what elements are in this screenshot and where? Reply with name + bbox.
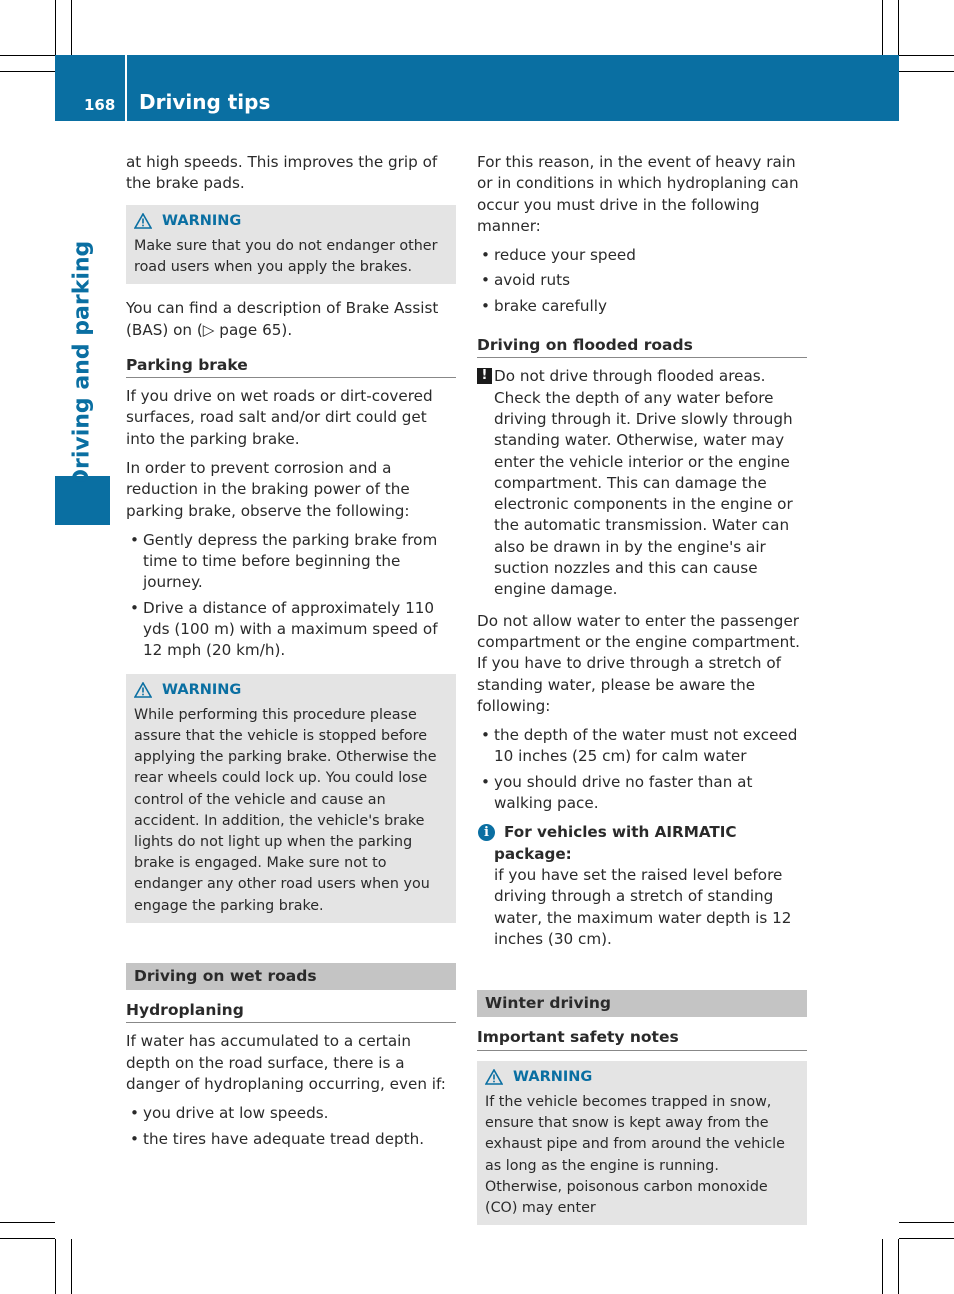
warning-box [477, 1061, 807, 1225]
crop-mark [898, 0, 899, 55]
warning-header [134, 211, 448, 232]
page-number: 168 [84, 96, 116, 114]
list-item: • brake carefully [477, 296, 807, 317]
info-bold-text: For vehicles with AIRMATIC package: [494, 823, 737, 863]
warning-triangle-icon [485, 1069, 503, 1085]
crop-mark [899, 1222, 954, 1223]
warning-triangle-icon [134, 682, 152, 698]
crop-mark [0, 1238, 55, 1239]
crop-mark [899, 71, 954, 72]
list-item: • you drive at low speeds. [126, 1103, 456, 1124]
warning-box [126, 674, 456, 923]
crop-mark [899, 55, 954, 56]
crop-mark [55, 1239, 56, 1294]
crop-mark [899, 1238, 954, 1239]
info-note [477, 822, 807, 950]
list-item: • you should drive no faster than at walking pace. [477, 772, 807, 815]
crop-mark [0, 55, 55, 56]
warning-label: WARNING [162, 212, 242, 229]
bullet-list [126, 1103, 456, 1150]
paragraph: In order to prevent corrosion and a reduction in the braking power of the parking brake, observe the following: [126, 458, 410, 520]
warning-text: If the vehicle becomes trapped in snow, ensure that snow is kept away from the exhaust pipe and from around the vehicle as long as the engine is running. Otherwise, poisonous carbon monoxide (CO) may enter [485, 1093, 785, 1216]
list-item: • Gently depress the parking brake from time to time before beginning the journey. [126, 530, 456, 594]
crop-mark [0, 71, 55, 72]
crop-mark [882, 0, 883, 55]
hydroplaning-heading: Hydroplaning [126, 1000, 456, 1023]
info-text: if you have set the raised level before driving through a stretch of standing water, the maximum water depth is 12 inches (30 cm). [494, 865, 792, 948]
paragraph: If you drive on wet roads or dirt-covered surfaces, road salt and/or dirt could get into the parking brake. [126, 387, 433, 448]
warning-label: WARNING [162, 681, 242, 698]
safety-notes-heading: Important safety notes [477, 1027, 807, 1050]
paragraph: If water has accumulated to a certain depth on the road surface, there is a danger of hydroplaning occurring, even if: [126, 1032, 446, 1094]
header-divider [125, 55, 127, 121]
warning-header [134, 680, 448, 701]
list-item: • Drive a distance of approximately 110 yds (100 m) with a maximum speed of 12 mph (20 km/h). [126, 598, 456, 662]
paragraph: For this reason, in the event of heavy rain or in conditions in which hydroplaning can occur you must drive in the following manner: [477, 153, 799, 235]
crop-mark [71, 1239, 72, 1294]
left-column [126, 152, 456, 1158]
parking-brake-heading: Parking brake [126, 355, 456, 378]
bullet-list [477, 725, 807, 814]
intro-text: at high speeds. This improves the grip of the brake pads. [126, 153, 438, 193]
crop-mark [898, 1239, 899, 1294]
warning-label: WARNING [513, 1068, 593, 1085]
warning-text: Make sure that you do not endanger other road users when you apply the brakes. [134, 237, 438, 275]
crop-mark [55, 0, 56, 55]
crop-mark [882, 1239, 883, 1294]
paragraph: Do not allow water to enter the passenger compartment or the engine compartment. If you have to drive through a stretch of standing water, please be aware the following: [477, 611, 801, 715]
warning-header [485, 1067, 799, 1088]
exclamation-icon: ! [477, 368, 492, 384]
list-item: • the depth of the water must not exceed 10 inches (25 cm) for calm water [477, 725, 807, 768]
list-item: • reduce your speed [477, 245, 807, 266]
caution-text: Do not drive through flooded areas. Check the depth of any water before driving through it. Drive slowly through standing water. Otherwise, water may enter the vehicle interior or the engine compartment. This can damage the electronic components in the engine or the automatic transmission. Water can also be drawn in by the engine's air suction nozzles and this can cause engine damage. [494, 367, 793, 599]
bullet-list [477, 245, 807, 317]
flooded-roads-heading: Driving on flooded roads [477, 335, 807, 358]
list-item: • the tires have adequate tread depth. [126, 1129, 456, 1150]
page-title: Driving tips [139, 90, 271, 114]
list-item: • avoid ruts [477, 270, 807, 291]
section-heading-winter: Winter driving [477, 990, 807, 1017]
right-column [477, 152, 807, 1239]
crop-mark [0, 1222, 55, 1223]
warning-text: While performing this procedure please assure that the vehicle is stopped before applying the parking brake. Otherwise the rear wheels could lock up. You could lose control of the vehicle and cause an accident. In addition, the vehicle's brake lights do not light up when the parking brake is engaged. Make sure not to endanger any other road users when you engage the parking brake. [134, 706, 437, 914]
caution-note [477, 366, 807, 600]
section-heading-wet-roads: Driving on wet roads [126, 963, 456, 990]
warning-triangle-icon [134, 213, 152, 229]
bullet-list [126, 530, 456, 662]
info-icon: i [478, 824, 495, 841]
side-tab-label: Driving and parking [69, 240, 95, 488]
bas-reference: You can find a description of Brake Assist (BAS) on (▷ page 65). [126, 299, 439, 339]
warning-box [126, 205, 456, 285]
crop-mark [71, 0, 72, 55]
